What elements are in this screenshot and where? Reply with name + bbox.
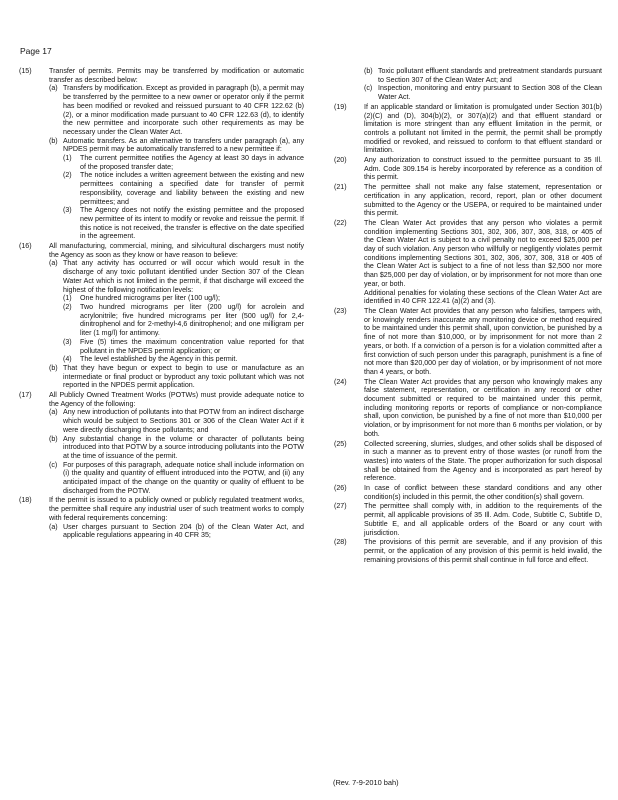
condition-16 [19,242,304,390]
subsubitem-text: The current permittee notifies the Agency at least 30 days in advance of the proposed transfer date; [80,154,304,171]
item-number: (26) [334,484,347,493]
right-column [334,67,602,565]
subitem-number: (a) [49,522,58,531]
condition-23 [334,307,602,377]
item-text: The provisions of this permit are severable, and if any provision of this permit, or the application of any provision of this permit is held invalid, the remaining provisions of this permit shall continue in full force and effect. [364,538,602,564]
subsubitem-text: One hundred micrograms per liter (100 ug/l); [80,294,220,303]
item-number: (15) [19,67,32,75]
subsubitem-15b2 [63,171,304,206]
item-number: (16) [19,242,32,251]
subsubitem-number: (1) [63,294,72,303]
subitem-text: That any activity has occurred or will occur which would result in the discharge of any toxic pollutant identified under Section 307 of the Clean Water Act which is not limited in the permit, if that discharge will exceed the highest of the following notification levels: [63,259,304,294]
subitem-text: Any new introduction of pollutants into that POTW from an indirect discharge which would be subject to Sections 301 or 306 of the Clean Water Act if it were directly discharging those pollutants; and [63,408,304,434]
subitem-text: For purposes of this paragraph, adequate notice shall include information on (i) the quality and quantity of effluent introduced into the POTW, and (ii) any anticipated impact of the change on the quantity or quality of effluent to be discharged from the POTW. [63,460,304,495]
subitem-17a [49,408,304,434]
subitem-number: (a) [49,84,58,93]
item-number: (17) [19,391,32,400]
item-text: The permittee shall not make any false statement, representation or certification in any application, record, report, plan or other document submitted to the Agency or the USEPA, or required to be maintained under this permit. [364,183,602,218]
condition-21 [334,183,602,218]
subitem-text: That they have begun or expect to begin to use or manufacture as an intermediate or final product or byproduct any toxic pollutant which was not reported in the NPDES permit application. [63,363,304,390]
subitem-16a [49,259,304,363]
subitem-15b [49,137,304,241]
condition-25 [334,440,602,484]
condition-20 [334,156,602,182]
condition-26 [334,484,602,501]
condition-18 [19,496,304,540]
item-text: All manufacturing, commercial, mining, and silvicultural dischargers must notify the Agency as soon as they know or have reason to believe: [49,242,304,259]
item-text: In case of conflict between these standard conditions and any other condition(s) included in this permit, the other condition(s) shall govern. [364,484,602,501]
condition-19 [334,103,602,155]
subsubitem-16a2 [63,303,304,338]
item-text: The Clean Water Act provides that any person who violates a permit condition implementing Sections 301, 302, 306, 307, 308, 318, or 405 of the Clean Water Act is subject to a civil penalty not to exceed $25,000 per day of such violation. Any person who willfully or negligently violates permit conditions implementing Sections 301, 302, 306, 307, 308, 318 or 405 of the Clean Water Act is subject to a fine of not less than $2,500 nor more than $25,000 per day of violation, or by imprisonment for not more than one year, or both. [364,218,602,288]
item-number: (27) [334,502,347,511]
left-column [19,67,304,541]
item-text: All Publicly Owned Treatment Works (POTWs) must provide adequate notice to the Agency of the following: [49,391,304,408]
condition-28 [334,538,602,564]
subitem-17b [49,435,304,461]
subitem-text: Toxic pollutant effluent standards and pretreatment standards pursuant to Section 307 of the Clean Water Act; and [378,67,602,84]
item-text: If the permit is issued to a publicly owned or publicly regulated treatment works, the permittee shall require any industrial user of such treatment works to comply with federal requirements concerning: [49,496,304,522]
item-text: If an applicable standard or limitation is promulgated under Section 301(b)(2)(C) and (D), 304(b)(2), or 307(a)(2) and that effluent standard or limitation is more stringent than any effluent limitation in the permit, or controls a pollutant not limited in the permit, the permit shall be promptly modified or revoked, and reissued to conform to that effluent standard or limitation. [364,102,602,155]
subitem-number: (b) [364,67,373,75]
subitem-number: (b) [49,434,58,443]
subsubitem-text: The level established by the Agency in this permit. [80,355,238,364]
subitem-text: Any substantial change in the volume or character of pollutants being introduced into that POTW by a source introducing pollutants into the POTW at the time of issuance of the permit. [63,434,304,460]
item-number: (22) [334,218,347,227]
subitem-17c [49,461,304,496]
subitem-number: (b) [49,363,58,372]
item-number: (20) [334,156,347,165]
item-text: The Clean Water Act provides that any person who falsifies, tampers with, or knowingly renders inaccurate any monitoring device or method required to be maintained under this permit shall, upon conviction, be punished by a fine of not more than $10,000, or by imprisonment for not more than 2 years, or both. If a conviction of a person is for a violation committed after a first conviction of such person under this paragraph, punishment is a fine of not more than $20,000 per day of violation, or by imprisonment of not more than 4 years, or both. [364,306,602,376]
subsubitem-16a3 [63,338,304,355]
condition-22 [334,219,602,306]
subitem-text: User charges pursuant to Section 204 (b) of the Clean Water Act, and applicable regulations appearing in 40 CFR 35; [63,522,304,540]
revision-footer: (Rev. 7-9-2010 bah) [333,778,399,787]
item-text: Collected screening, slurries, sludges, and other solids shall be disposed of in such a manner as to prevent entry of those wastes (or runoff from the wastes) into waters of the State. The proper authorization for such disposal shall be obtained from the Agency and is incorporated as part hereof by reference. [364,439,602,483]
condition-17 [19,391,304,495]
item-number: (19) [334,102,347,111]
subsubitem-text: The notice includes a written agreement between the existing and new permittees containing a specified date for transfer of permit responsibility, coverage and liability between the existing and new permittees; and [80,171,304,206]
subsubitem-number: (4) [63,355,72,364]
subitem-number: (c) [364,84,373,93]
item-text: Any authorization to construct issued to the permittee pursuant to 35 Ill. Adm. Code 309.154 is hereby incorporated by reference as a condition of this permit. [364,156,602,182]
subitem-16b [49,364,304,390]
subsubitem-number: (3) [63,206,72,215]
subitem-number: (a) [49,259,58,268]
item-number: (24) [334,377,347,386]
subsubitem-15b3 [63,206,304,241]
subitem-text: Automatic transfers. As an alternative to transfers under paragraph (a), any NPDES permit may be automatically transferred to a new permittee if: [63,136,304,154]
item-number: (23) [334,306,347,315]
subitem-18c [334,84,602,101]
condition-27 [334,502,602,537]
subsubitem-number: (3) [63,337,72,346]
condition-15 [19,67,304,241]
subsubitem-15b1 [63,154,304,171]
subitem-18b [334,67,602,84]
item-number: (28) [334,538,347,547]
page-number: Page 17 [20,46,52,56]
subsubitem-text: Two hundred micrograms per liter (200 ug/l) for acrolein and acrylonitrile; five hundred micrograms per liter (500 ug/l) for 2,4-dinitrophenol and for 2-methyl-4,6 dinitrophenol; and one milligram per liter (1 mg/l) for antimony. [80,302,304,338]
subsubitem-text: Five (5) times the maximum concentration value reported for that pollutant in the NPDES permit application; or [80,337,304,355]
subsubitem-number: (1) [63,154,72,163]
condition-24 [334,378,602,439]
subsubitem-number: (2) [63,171,72,180]
subsubitem-16a4 [63,355,304,364]
subitem-number: (c) [49,460,58,469]
item-text: Transfer of permits. Permits may be transferred by modification or automatic transfer as described below: [49,67,304,84]
item-text: The permittee shall comply with, in addition to the requirements of the permit, all applicable provisions of 35 Ill. Adm. Code, Subtitle C, Subtitle D, Subtitle E, and all applicable orders of the Board or any court with jurisdiction. [364,502,602,537]
subitem-number: (a) [49,408,58,417]
subitem-15a [49,84,304,136]
subsubitem-number: (2) [63,302,72,311]
subitem-text: Transfers by modification. Except as provided in paragraph (b), a permit may be transferred by the permittee to a new owner or operator only if the permit has been modified or revoked and reissued pursuant to 40 CFR 122.62 (b) (2), or a minor modification made pursuant to 40 CFR 122.63 (d), to identify the new permittee and incorporate such other requirements as may be necessary under the Clean Water Act. [63,84,304,136]
subsubitem-text: The Agency does not notify the existing permittee and the proposed new permittee of its intent to modify or revoke and reissue the permit. If this notice is not received, the transfer is effective on the date specified in the agreement. [80,206,304,241]
subitem-text: Inspection, monitoring and entry pursuant to Section 308 of the Clean Water Act. [378,84,602,102]
item-number: (25) [334,439,347,448]
item-text-additional: Additional penalties for violating these sections of the Clean Water Act are identified in 40 CFR 122.41 (a)(2) and (3). [364,288,602,306]
subitem-number: (b) [49,136,58,145]
subsubitem-16a1 [63,294,304,303]
item-number: (18) [19,496,32,505]
item-text: The Clean Water Act provides that any person who knowingly makes any false statement, representation, or certification in any record or other document submitted or required to be maintained under this permit, including monitoring reports or reports of compliance or non-compliance shall, upon conviction, be punished by a fine of not more than $10,000 per violation, or by imprisonment for not more than 6 months per violation, or by both. [364,377,602,438]
subitem-18a [49,523,304,540]
item-number: (21) [334,183,347,192]
